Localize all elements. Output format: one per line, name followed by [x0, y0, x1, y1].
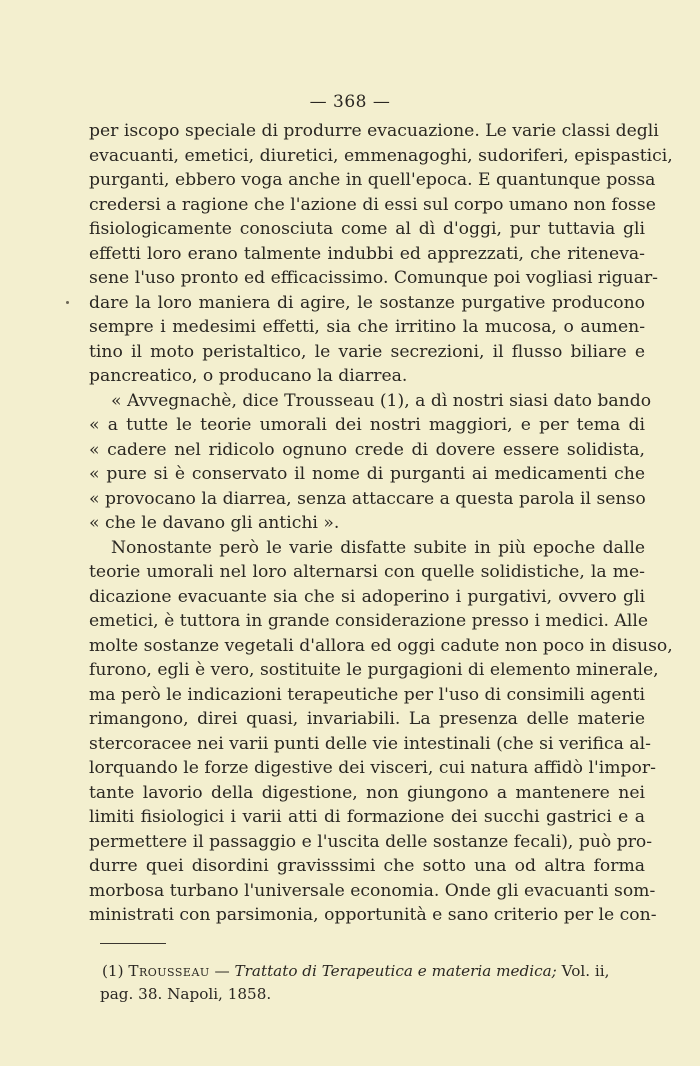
text-line: rimangono, direi quasi, invariabili. La presenza delle materie — [89, 709, 645, 729]
text-line: limiti fisiologici i varii atti di formazione dei succhi gastrici e a — [89, 807, 645, 827]
text-line: ministrati con parsimonia, opportunità e sano criterio per le con- — [89, 905, 657, 925]
text-line: Nonostante però le varie disfatte subite in più epoche dalle — [111, 537, 645, 558]
text-line: fisiologicamente conosciuta come al dì d'oggi, pur tuttavia gli — [89, 219, 645, 239]
text-line: sempre i medesimi effetti, sia che irritino la mucosa, o aumen- — [89, 317, 645, 337]
footnote-volume: Vol. ii, — [561, 962, 610, 980]
text-line: « Avvegnachè, dice Trousseau (1), a dì nostri siasi dato bando — [111, 390, 652, 411]
text-line: per iscopo speciale di produrre evacuazione. Le varie classi degli — [89, 121, 659, 141]
text-line: tino il moto peristaltico, le varie secrezioni, il flusso biliare e — [89, 341, 645, 362]
text-line: molte sostanze vegetali d'allora ed oggi cadute non poco in disuso, — [89, 635, 673, 656]
text-line: teorie umorali nel loro alternarsi con quelle solidistiche, la me- — [89, 562, 645, 582]
text-line: ma però le indicazioni terapeutiche per l'uso di consimili agenti — [89, 684, 645, 705]
footnote — [100, 960, 645, 1006]
page-number: — 368 — — [309, 92, 391, 112]
text-line: stercoracee nei varii punti delle vie intestinali (che si verifica al- — [89, 733, 651, 754]
text-line: effetti loro erano talmente indubbi ed apprezzati, che riteneva- — [89, 243, 645, 264]
text-line: furono, egli è vero, sostituite le purgagioni di elemento minerale, — [89, 660, 659, 680]
footnote-line — [102, 960, 645, 983]
text-line: « che le davano gli antichi ». — [89, 513, 340, 533]
footnote-rule — [100, 943, 166, 944]
text-line: sene l'uso pronto ed efficacissimo. Comunque poi vogliasi riguar- — [89, 268, 658, 288]
text-line: tante lavorio della digestione, non giungono a mantenere nei — [89, 782, 645, 803]
footnote-title: Trattato di Terapeutica e materia medica; — [234, 962, 557, 980]
footnote-author: Trousseau — [128, 962, 210, 980]
text-line: « provocano la diarrea, senza attaccare a questa parola il senso — [89, 488, 646, 509]
text-line: dare la loro maniera di agire, le sostanze purgative producono — [89, 292, 645, 313]
footnote-line: pag. 38. Napoli, 1858. — [100, 985, 272, 1003]
footnote-marker: (1) — [102, 962, 124, 980]
text-line: emetici, è tuttora in grande considerazione presso i medici. Alle — [89, 611, 648, 631]
footnote-dash: — — [214, 962, 230, 980]
text-line: « cadere nel ridicolo ognuno crede di dovere essere solidista, — [89, 439, 645, 460]
text-line: dicazione evacuante sia che si adoperino i purgativi, ovvero gli — [89, 586, 645, 607]
body-text — [89, 119, 673, 928]
paper-speck — [66, 301, 69, 304]
text-line: « pure si è conservato il nome di purganti ai medicamenti che — [89, 464, 645, 484]
text-line: morbosa turbano l'universale economia. Onde gli evacuanti som- — [89, 880, 656, 901]
text-line: durre quei disordini gravisssimi che sotto una od altra forma — [89, 856, 645, 876]
text-line: purganti, ebbero voga anche in quell'epoca. E quantunque possa — [89, 170, 656, 190]
text-line: pancreatico, o producano la diarrea. — [89, 366, 408, 386]
text-line: permettere il passaggio e l'uscita delle sostanze fecali), può pro- — [89, 831, 653, 852]
text-line: « a tutte le teorie umorali dei nostri maggiori, e per tema di — [89, 415, 645, 435]
text-line: evacuanti, emetici, diuretici, emmenagoghi, sudoriferi, epispastici, — [89, 145, 673, 166]
text-line: credersi a ragione che l'azione di essi sul corpo umano non fosse — [89, 194, 656, 215]
text-line: lorquando le forze digestive dei visceri, cui natura affidò l'impor- — [89, 758, 656, 778]
